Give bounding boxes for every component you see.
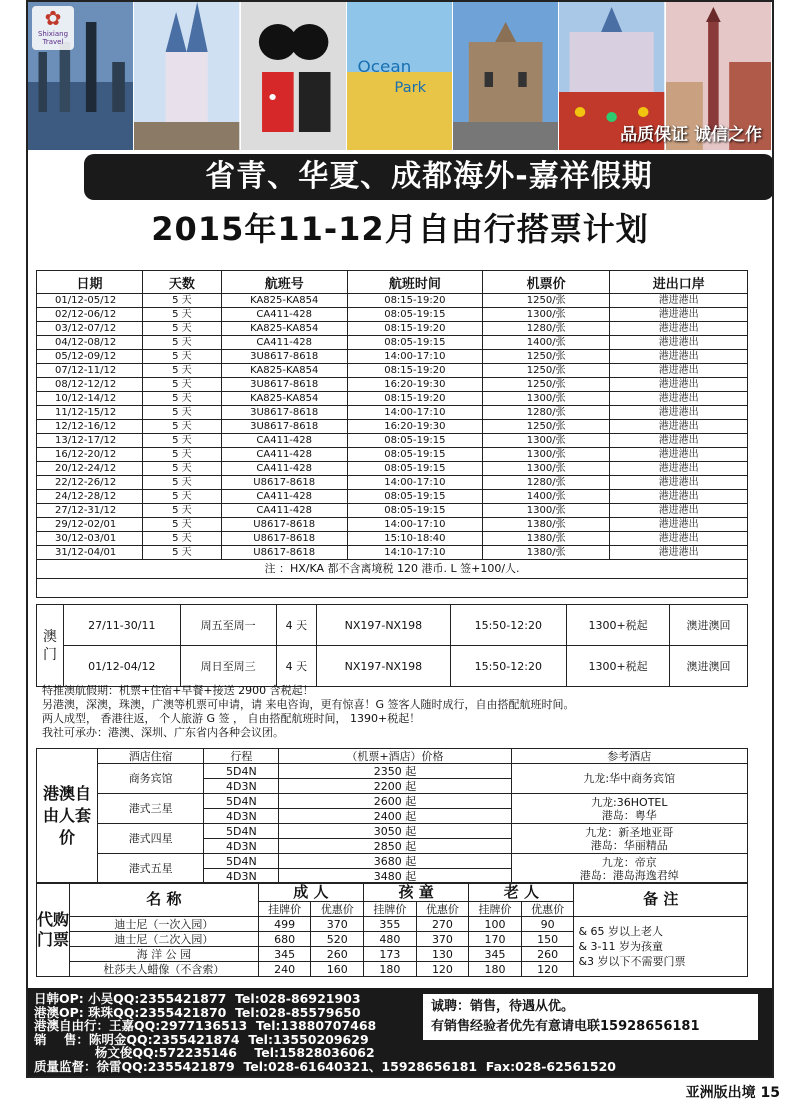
table-cell: 370: [311, 917, 364, 932]
table-cell: 08/12-12/12: [37, 378, 143, 392]
table-cell: 150: [521, 932, 574, 947]
table-cell: KA825-KA854: [221, 322, 347, 336]
table-cell: 08:15-19:20: [347, 364, 482, 378]
table-row: [37, 392, 748, 406]
column-header: 进出口岸: [610, 271, 748, 294]
table-cell: 1400/张: [482, 336, 609, 350]
table-cell: 港进港出: [610, 364, 748, 378]
table-cell: 1300/张: [482, 462, 609, 476]
column-header: 挂牌价: [258, 902, 311, 917]
table-cell: 30/12-03/01: [37, 532, 143, 546]
table-cell: 1250/张: [482, 420, 609, 434]
table-cell: 1250/张: [482, 378, 609, 392]
table-cell: 5 天: [143, 350, 222, 364]
reference-hotel: [511, 794, 747, 824]
table-cell: 迪士尼（二次入园）: [70, 932, 259, 947]
table-row: [37, 490, 748, 504]
table-cell: 5 天: [143, 546, 222, 560]
table-cell: 海 洋 公 园: [70, 947, 259, 962]
column-header: 行程: [204, 749, 279, 764]
table-cell: 2400 起: [279, 809, 511, 824]
column-header: 孩 童: [364, 883, 469, 902]
column-header: 参考酒店: [511, 749, 747, 764]
table-cell: 27/11-30/11: [64, 605, 181, 646]
table-cell: 港进港出: [610, 504, 748, 518]
table-row: [37, 434, 748, 448]
table-cell: 170: [469, 932, 522, 947]
table-cell: CA411-428: [221, 462, 347, 476]
table-cell: 90: [521, 917, 574, 932]
table-cell: 4 天: [276, 646, 317, 687]
table-row: [37, 605, 748, 646]
table-cell: 港进港出: [610, 350, 748, 364]
table-row: [37, 749, 748, 764]
column-header: 优惠价: [311, 902, 364, 917]
table-cell: 15:50-12:20: [450, 646, 567, 687]
table-cell: 520: [311, 932, 364, 947]
column-header: 航班时间: [347, 271, 482, 294]
table-row: [37, 794, 748, 809]
table-cell: 15:10-18:40: [347, 532, 482, 546]
ticket-remarks: [574, 917, 748, 977]
table-cell: 05/12-09/12: [37, 350, 143, 364]
table-cell: 澳进澳回: [670, 646, 748, 687]
promo-text: [42, 684, 752, 740]
table-cell: 港进港出: [610, 546, 748, 560]
table-cell: 4D3N: [204, 839, 279, 854]
table-cell: 120: [416, 962, 469, 977]
contact-line: 销 售：陈明金QQ:2355421874 Tel:13550209629: [34, 1031, 369, 1047]
promo-line: 另港澳，深澳，珠澳，广澳等机票可申请，请 来电咨询，更有惊喜！G 签客人随时成行，自由搭配航班时间。: [42, 698, 575, 711]
table-cell: 港进港出: [610, 406, 748, 420]
table-cell: 5 天: [143, 490, 222, 504]
reference-hotel: [511, 824, 747, 854]
table-cell: 4D3N: [204, 869, 279, 884]
table-cell: 周五至周一: [180, 605, 276, 646]
table-cell: U8617-8618: [221, 518, 347, 532]
table-cell: 08:05-19:15: [347, 434, 482, 448]
table-cell: 03/12-07/12: [37, 322, 143, 336]
hotel-cell: 港式五星: [98, 854, 204, 884]
flight-table: [36, 270, 748, 598]
table-cell: 5 天: [143, 476, 222, 490]
blank-row: [37, 579, 748, 598]
table-cell: 港进港出: [610, 322, 748, 336]
table-cell: 120: [521, 962, 574, 977]
table-row: [37, 420, 748, 434]
table-cell: 1280/张: [482, 322, 609, 336]
table-cell: 港进港出: [610, 420, 748, 434]
table-cell: 10/12-14/12: [37, 392, 143, 406]
table-cell: 08:05-19:15: [347, 448, 482, 462]
column-header: 挂牌价: [469, 902, 522, 917]
table-cell: 5 天: [143, 532, 222, 546]
promo-line: 特推澳航假期：机票+住宿+早餐+接送 2900 含税起！: [42, 684, 314, 697]
table-cell: 24/12-28/12: [37, 490, 143, 504]
table-cell: 2350 起: [279, 764, 511, 779]
reference-line: 港岛：港岛海逸君绰: [579, 868, 679, 882]
table-cell: 130: [416, 947, 469, 962]
remark-line: & 3-11 岁为孩童: [578, 940, 664, 953]
table-cell: 5 天: [143, 434, 222, 448]
table-cell: 3480 起: [279, 869, 511, 884]
table-cell: 370: [416, 932, 469, 947]
table-row: [37, 824, 748, 839]
table-cell: 08:05-19:15: [347, 336, 482, 350]
banner-photo: [28, 2, 134, 150]
column-header: 优惠价: [416, 902, 469, 917]
table-cell: 1300/张: [482, 392, 609, 406]
table-cell: 08:15-19:20: [347, 392, 482, 406]
table-cell: 港进港出: [610, 378, 748, 392]
table-cell: 港进港出: [610, 476, 748, 490]
table-cell: 2200 起: [279, 779, 511, 794]
reference-line: 九龙:36HOTEL: [591, 795, 668, 809]
table-cell: 3050 起: [279, 824, 511, 839]
table-cell: 355: [364, 917, 417, 932]
table-cell: 345: [258, 947, 311, 962]
table-cell: 5 天: [143, 406, 222, 420]
table-cell: 14:00-17:10: [347, 476, 482, 490]
column-header: 优惠价: [521, 902, 574, 917]
table-cell: 680: [258, 932, 311, 947]
table-cell: 港进港出: [610, 462, 748, 476]
table-cell: 1300+税起: [567, 605, 670, 646]
table-cell: 14:10-17:10: [347, 546, 482, 560]
table-cell: 周日至周三: [180, 646, 276, 687]
table-cell: 3U8617-8618: [221, 406, 347, 420]
ticket-label: 代购门票: [37, 883, 70, 977]
column-header: 名 称: [70, 883, 259, 917]
svg-text:Park: Park: [394, 80, 427, 96]
table-cell: 5D4N: [204, 794, 279, 809]
table-cell: 16:20-19:30: [347, 420, 482, 434]
table-cell: 3680 起: [279, 854, 511, 869]
table-cell: 港进港出: [610, 336, 748, 350]
company-logo: ✿ Shixiang Travel: [32, 6, 74, 50]
table-cell: 5 天: [143, 336, 222, 350]
table-cell: 31/12-04/01: [37, 546, 143, 560]
table-row: [37, 322, 748, 336]
table-cell: 16:20-19:30: [347, 378, 482, 392]
table-cell: 13/12-17/12: [37, 434, 143, 448]
table-cell: U8617-8618: [221, 476, 347, 490]
table-cell: 08:15-19:20: [347, 294, 482, 308]
flight-note: 注 ：HX/KA 都不含离境税 120 港币. L 签+100/人.: [37, 560, 748, 579]
banner-slogan: 品质保证 诚信之作: [620, 125, 762, 145]
table-cell: 02/12-06/12: [37, 308, 143, 322]
contact-line: 港澳自由行：王嘉QQ:2977136513 Tel:13880707468: [34, 1018, 377, 1034]
table-cell: 4D3N: [204, 809, 279, 824]
table-cell: 5 天: [143, 322, 222, 336]
table-row: [37, 448, 748, 462]
table-cell: 01/12-04/12: [64, 646, 181, 687]
column-header: （机票+酒店）价格: [279, 749, 511, 764]
package-label: 港澳自由人套价: [37, 749, 98, 884]
table-cell: 1380/张: [482, 546, 609, 560]
table-cell: 5D4N: [204, 764, 279, 779]
column-header: 日期: [37, 271, 143, 294]
column-header: 机票价: [482, 271, 609, 294]
table-cell: CA411-428: [221, 504, 347, 518]
table-cell: 5 天: [143, 448, 222, 462]
table-cell: 173: [364, 947, 417, 962]
table-cell: 15:50-12:20: [450, 605, 567, 646]
table-cell: 5 天: [143, 518, 222, 532]
table-cell: 5 天: [143, 420, 222, 434]
table-cell: 1400/张: [482, 490, 609, 504]
banner-photo: [134, 2, 240, 150]
remark-line: &3 岁以下不需要门票: [578, 955, 686, 968]
table-cell: 14:00-17:10: [347, 406, 482, 420]
promo-line: 我社可承办：港澳、深圳、广东省内各种会议团。: [42, 726, 284, 739]
table-cell: 1250/张: [482, 294, 609, 308]
blank-cell: [37, 579, 748, 598]
table-row: [37, 336, 748, 350]
table-cell: 5 天: [143, 308, 222, 322]
column-header: 备 注: [574, 883, 748, 917]
column-header: 酒店住宿: [98, 749, 204, 764]
table-cell: NX197-NX198: [317, 605, 450, 646]
table-cell: U8617-8618: [221, 546, 347, 560]
ticket-table: [36, 882, 748, 977]
column-header: 天数: [143, 271, 222, 294]
column-header: 成 人: [258, 883, 363, 902]
promo-line: 两人成型， 香港往返， 个人旅游 G 签 ， 自由搭配航班时间， 1390+税起！: [42, 712, 421, 725]
table-cell: 345: [469, 947, 522, 962]
table-cell: 22/12-26/12: [37, 476, 143, 490]
table-cell: 08:05-19:15: [347, 504, 482, 518]
table-row: [37, 546, 748, 560]
table-cell: 260: [521, 947, 574, 962]
table-cell: 100: [469, 917, 522, 932]
table-row: [37, 364, 748, 378]
table-cell: 01/12-05/12: [37, 294, 143, 308]
table-row: [37, 294, 748, 308]
table-cell: 5 天: [143, 294, 222, 308]
note-row: [37, 560, 748, 579]
table-cell: U8617-8618: [221, 532, 347, 546]
macau-label: 澳门: [37, 605, 64, 687]
table-row: [37, 504, 748, 518]
table-cell: 澳进澳回: [670, 605, 748, 646]
table-cell: 08:15-19:20: [347, 322, 482, 336]
banner-photo: [453, 2, 559, 150]
table-cell: NX197-NX198: [317, 646, 450, 687]
table-cell: 5 天: [143, 364, 222, 378]
hotel-cell: 商务宾馆: [98, 764, 204, 794]
page-footer: 亚洲版出境 15: [685, 1085, 780, 1101]
table-cell: 3U8617-8618: [221, 378, 347, 392]
table-cell: 港进港出: [610, 392, 748, 406]
table-cell: 1380/张: [482, 532, 609, 546]
reference-line: 九龙:华中商务宾馆: [583, 772, 676, 785]
table-cell: 1300/张: [482, 308, 609, 322]
page-frame: [26, 0, 774, 1078]
table-cell: 14:00-17:10: [347, 518, 482, 532]
table-cell: 480: [364, 932, 417, 947]
table-cell: 180: [364, 962, 417, 977]
table-cell: 27/12-31/12: [37, 504, 143, 518]
table-cell: 180: [469, 962, 522, 977]
table-cell: 2850 起: [279, 839, 511, 854]
table-row: [37, 883, 748, 902]
table-cell: CA411-428: [221, 308, 347, 322]
table-cell: 260: [311, 947, 364, 962]
table-cell: 1300+税起: [567, 646, 670, 687]
table-cell: CA411-428: [221, 336, 347, 350]
table-cell: 迪士尼（一次入园）: [70, 917, 259, 932]
page-subtitle: 2015年11-12月自由行搭票计划: [151, 210, 649, 248]
table-cell: 1300/张: [482, 448, 609, 462]
table-row: [37, 518, 748, 532]
table-row: [37, 462, 748, 476]
table-cell: 港进港出: [610, 308, 748, 322]
page-title: 省青、华夏、成都海外-嘉祥假期: [84, 154, 774, 200]
table-cell: 270: [416, 917, 469, 932]
table-cell: 港进港出: [610, 490, 748, 504]
table-cell: 12/12-16/12: [37, 420, 143, 434]
macau-table: [36, 604, 748, 687]
recruit-box: [423, 994, 758, 1040]
reference-line: 九龙：新圣地亚哥: [585, 825, 674, 839]
column-header: 航班号: [221, 271, 347, 294]
recruit-text: 有销售经验者优先有意请电联15928656181: [431, 1019, 700, 1034]
table-cell: 港进港出: [610, 434, 748, 448]
table-cell: 5 天: [143, 378, 222, 392]
table-cell: 港进港出: [610, 532, 748, 546]
table-cell: KA825-KA854: [221, 364, 347, 378]
table-cell: 08:05-19:15: [347, 308, 482, 322]
table-row: [37, 764, 748, 779]
table-cell: 1250/张: [482, 364, 609, 378]
contact-line: 日韩OP: 小吴QQ:2355421877 Tel:028-86921903: [34, 991, 361, 1006]
table-cell: 499: [258, 917, 311, 932]
table-cell: 5 天: [143, 462, 222, 476]
table-cell: 07/12-11/12: [37, 364, 143, 378]
table-row: [37, 308, 748, 322]
table-cell: 1300/张: [482, 434, 609, 448]
recruit-title: 诚聘：销售，待遇从优。: [431, 999, 575, 1014]
table-cell: KA825-KA854: [221, 294, 347, 308]
table-cell: 3U8617-8618: [221, 420, 347, 434]
table-row: [37, 854, 748, 869]
table-cell: 港进港出: [610, 448, 748, 462]
table-row: [37, 406, 748, 420]
table-cell: 14:00-17:10: [347, 350, 482, 364]
table-cell: 港进港出: [610, 294, 748, 308]
photo-banner: [28, 2, 772, 150]
table-cell: 20/12-24/12: [37, 462, 143, 476]
table-row: [37, 378, 748, 392]
table-cell: 5 天: [143, 504, 222, 518]
svg-text:Ocean: Ocean: [357, 57, 412, 76]
package-table: [36, 748, 748, 884]
table-cell: 08:05-19:15: [347, 462, 482, 476]
contact-line: 港澳OP: 珠珠QQ:2355421870 Tel:028-85579650: [34, 1004, 361, 1020]
column-header: 挂牌价: [364, 902, 417, 917]
table-cell: 5D4N: [204, 824, 279, 839]
reference-line: 港岛：粤华: [601, 808, 657, 822]
table-row: [37, 646, 748, 687]
table-cell: 1250/张: [482, 350, 609, 364]
table-cell: 1300/张: [482, 504, 609, 518]
table-cell: 11/12-15/12: [37, 406, 143, 420]
table-cell: 1280/张: [482, 406, 609, 420]
contact-line: 质量监督：徐雷QQ:2355421879 Tel:028-61640321、15928656181 Fax:028-62561520: [34, 1058, 616, 1074]
table-cell: 160: [311, 962, 364, 977]
contact-footer: [28, 988, 772, 1076]
table-cell: KA825-KA854: [221, 392, 347, 406]
reference-hotel: [511, 854, 747, 884]
hotel-cell: 港式三星: [98, 794, 204, 824]
table-cell: 杜莎夫人蜡像（不含索）: [70, 962, 259, 977]
table-row: [37, 917, 748, 932]
reference-hotel: [511, 764, 747, 794]
table-cell: 4 天: [276, 605, 317, 646]
table-cell: 5D4N: [204, 854, 279, 869]
contact-line: 杨文俊QQ:572235146 Tel:15828036062: [34, 1045, 375, 1061]
table-cell: CA411-428: [221, 448, 347, 462]
table-cell: 2600 起: [279, 794, 511, 809]
table-cell: 1280/张: [482, 476, 609, 490]
table-cell: 3U8617-8618: [221, 350, 347, 364]
table-cell: CA411-428: [221, 490, 347, 504]
table-cell: 16/12-20/12: [37, 448, 143, 462]
banner-photo: [347, 2, 453, 150]
reference-line: 九龙：帝京: [601, 855, 657, 869]
table-cell: 5 天: [143, 392, 222, 406]
hotel-cell: 港式四星: [98, 824, 204, 854]
column-header: 老 人: [469, 883, 574, 902]
table-cell: 1380/张: [482, 518, 609, 532]
remark-line: & 65 岁以上老人: [578, 925, 664, 938]
reference-line: 港岛：华丽精品: [590, 838, 668, 852]
table-row: [37, 350, 748, 364]
table-cell: CA411-428: [221, 434, 347, 448]
table-cell: 4D3N: [204, 779, 279, 794]
table-cell: 08:05-19:15: [347, 490, 482, 504]
table-row: [37, 476, 748, 490]
table-cell: 240: [258, 962, 311, 977]
table-cell: 29/12-02/01: [37, 518, 143, 532]
banner-photo: [241, 2, 347, 150]
table-cell: 04/12-08/12: [37, 336, 143, 350]
table-row: [37, 532, 748, 546]
table-cell: 港进港出: [610, 518, 748, 532]
